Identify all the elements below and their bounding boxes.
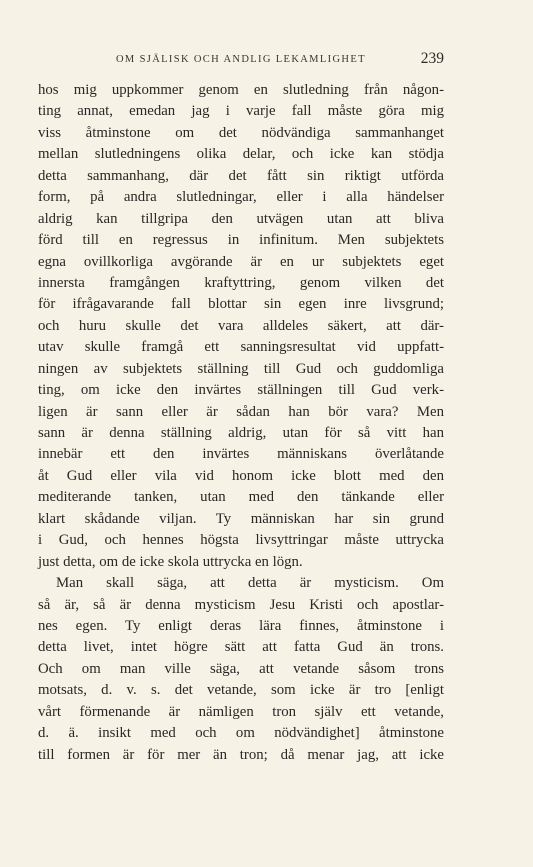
text-line: mellan slutledningens olika delar, och icke kan stödja xyxy=(38,146,444,163)
text-line: klart skådande viljan. Ty människan har sin grund xyxy=(38,510,444,527)
text-line: aldrig kan tillgripa den utvägen utan att bliva xyxy=(38,210,444,227)
text-line: utav skulle framgå ett sanningsresultat vid uppfatt- xyxy=(38,339,444,356)
text-line: hos mig uppkommer genom en slutledning från någon- xyxy=(38,82,444,98)
text-line: ting, om icke den invärtes ställningen till Gud verk- xyxy=(38,382,444,399)
text-line: innebär ett den invärtes människans överlåtande xyxy=(38,446,444,463)
running-head xyxy=(38,52,444,70)
page-number: 239 xyxy=(420,50,444,67)
text-line: till formen är för mer än tron; då menar jag, att icke xyxy=(38,746,444,763)
text-line: form, på andra slutledningar, eller i alla händelser xyxy=(38,189,444,206)
text-line: Man skall säga, att detta är mysticism. Om xyxy=(56,575,444,592)
text-line: nes egen. Ty enligt deras lära finnes, åtminstone i xyxy=(38,617,444,634)
text-line: och huru skulle det vara alldeles säkert, att där- xyxy=(38,317,444,334)
text-line: detta livet, intet högre sätt att fatta Gud än trons. xyxy=(38,639,444,656)
text-line: ting annat, emedan jag i varje fall måste göra mig xyxy=(38,103,444,120)
text-line: åt Gud eller vila vid honom icke blott med den xyxy=(38,467,444,484)
running-title: OM SJÄLISK OCH ANDLIG LEKAMLIGHET xyxy=(116,54,366,65)
text-line: innersta framgången kraftyttring, genom vilken det xyxy=(38,274,444,291)
body-text xyxy=(38,80,444,766)
text-line: Och om man ville säga, att vetande såsom trons xyxy=(38,660,444,677)
text-line: ligen är sann eller är sådan han bör vara? Men xyxy=(38,403,444,420)
text-line: just detta, om de icke skola uttrycka en lögn. xyxy=(38,553,303,570)
text-line: för ifrågavarande fall blottar sin egen inre livsgrund; xyxy=(38,296,444,313)
text-line: ningen av subjektets ställning till Gud och guddomliga xyxy=(38,360,444,377)
text-line: mediterande tanken, utan med den tänkande eller xyxy=(38,489,444,506)
text-line: d. ä. insikt med och om nödvändighet] åtminstone xyxy=(38,725,444,742)
text-line: egna ovillkorliga avgörande är en ur subjektets eget xyxy=(38,253,444,270)
text-line: viss åtminstone om det nödvändiga sammanhanget xyxy=(38,124,444,141)
text-line: detta sammanhang, där det fått sin riktigt utförda xyxy=(38,167,444,184)
text-line: så är, så är denna mysticism Jesu Kristi och apostlar- xyxy=(38,596,444,613)
text-line: motsats, d. v. s. det vetande, som icke är tro [enligt xyxy=(38,682,444,699)
text-line: vårt förmenande är nämligen tron själv ett vetande, xyxy=(38,703,444,720)
text-line: förd till en regressus in infinitum. Men subjektets xyxy=(38,232,444,249)
text-line: sann är denna ställning aldrig, utan för så vitt han xyxy=(38,425,444,441)
text-line: i Gud, och hennes högsta livsyttringar måste uttrycka xyxy=(38,532,444,549)
